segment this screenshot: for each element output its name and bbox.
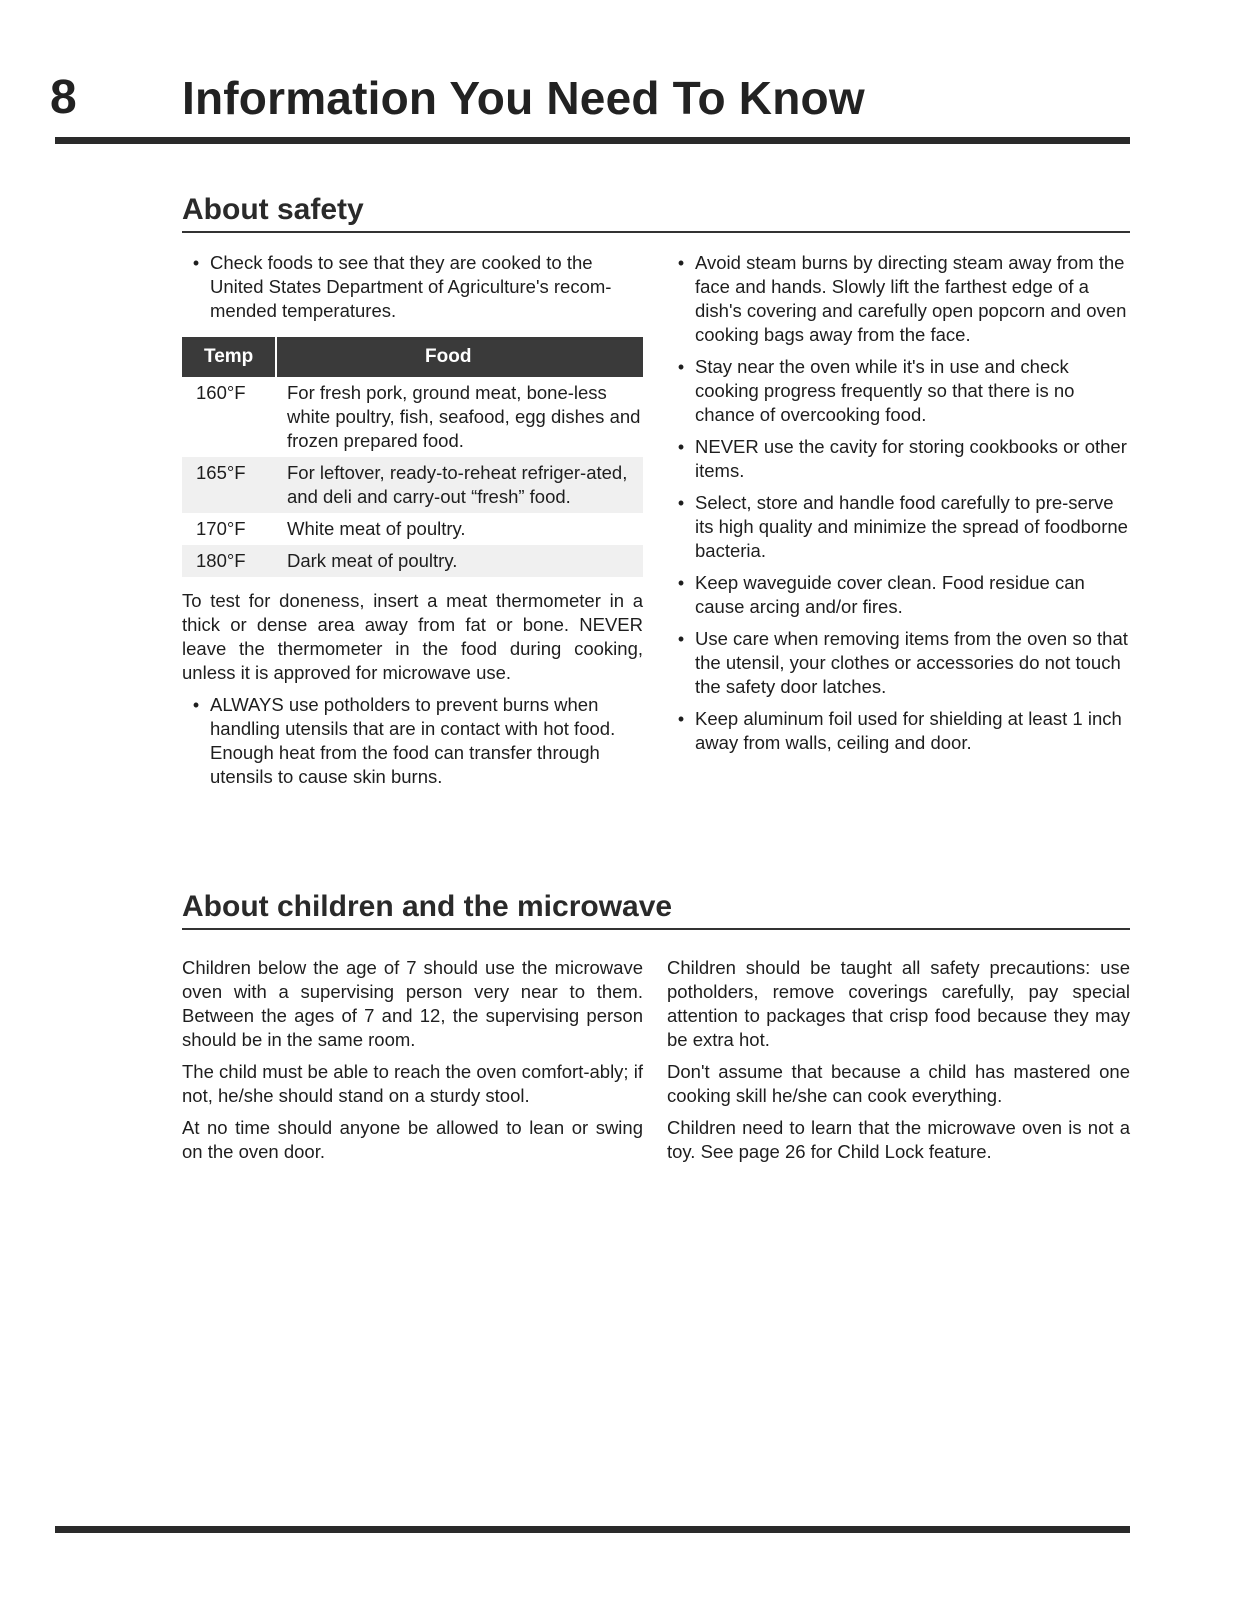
top-rule bbox=[55, 137, 1130, 144]
page-number: 8 bbox=[50, 71, 77, 124]
right-bullet-text: Use care when removing items from the oven so that the utensil, your clothes or accessories do not touch the safety door latches. bbox=[695, 628, 1128, 697]
temperature-table bbox=[182, 337, 643, 577]
table-cell-food: Dark meat of poultry. bbox=[287, 550, 458, 571]
right-bullet bbox=[667, 707, 1130, 755]
right-bullet bbox=[667, 571, 1130, 619]
right-bullet bbox=[667, 251, 1130, 347]
bottom-rule bbox=[55, 1526, 1130, 1533]
table-row bbox=[182, 377, 643, 457]
bullet-dot: • bbox=[677, 709, 685, 729]
table-header bbox=[182, 337, 643, 377]
table-cell-temp: 170°F bbox=[196, 518, 246, 539]
section-rule-safety bbox=[182, 231, 1130, 233]
right-bullet-text: Keep aluminum foil used for shielding at least 1 inch away from walls, ceiling and door. bbox=[695, 708, 1122, 753]
bullet-dot: • bbox=[192, 253, 200, 273]
bullet-dot: • bbox=[192, 695, 200, 715]
right-bullet-text: NEVER use the cavity for storing cookbooks or other items. bbox=[695, 436, 1127, 481]
table-cell-food: White meat of poultry. bbox=[287, 518, 466, 539]
children-paragraph: Don't assume that because a child has mastered one cooking skill he/she can cook everything. bbox=[667, 1061, 1130, 1106]
children-paragraph: Children should be taught all safety precautions: use potholders, remove coverings carefully, pay special attention to packages that crisp food because they may be extra hot. bbox=[667, 957, 1130, 1050]
right-bullet bbox=[667, 435, 1130, 483]
section-heading-children: About children and the microwave bbox=[182, 890, 673, 923]
doneness-paragraph: To test for doneness, insert a meat thermometer in a thick or dense area away from fat or bone. NEVER leave the thermometer in the food during cooking, unless it is approved for microwave use. bbox=[182, 590, 643, 683]
table-header-temp: Temp bbox=[182, 337, 277, 377]
intro-bullet-text: Check foods to see that they are cooked to the United States Department of Agriculture's recom-mended temperatures. bbox=[210, 252, 612, 321]
bullet-dot: • bbox=[677, 437, 685, 457]
children-paragraph: Children below the age of 7 should use the microwave oven with a supervising person very near to them. Between the ages of 7 and 12, the supervising person should be in the same room. bbox=[182, 957, 643, 1050]
table-row bbox=[182, 513, 643, 545]
table-cell-temp: 165°F bbox=[196, 462, 246, 483]
section-rule-children bbox=[182, 928, 1130, 930]
section-heading-safety: About safety bbox=[182, 193, 364, 226]
right-bullet bbox=[667, 355, 1130, 427]
children-right-column bbox=[667, 956, 1130, 1172]
right-bullet-text: Select, store and handle food carefully to pre-serve its high quality and minimize the spread of foodborne bacteria. bbox=[695, 492, 1128, 561]
right-bullet bbox=[667, 627, 1130, 699]
table-row bbox=[182, 457, 643, 513]
right-bullet-text: Keep waveguide cover clean. Food residue can cause arcing and/or fires. bbox=[695, 572, 1085, 617]
table-cell-temp: 160°F bbox=[196, 382, 246, 403]
intro-bullet bbox=[182, 251, 643, 323]
bullet-dot: • bbox=[677, 357, 685, 377]
children-left-column bbox=[182, 956, 643, 1172]
safety-left-column bbox=[182, 251, 643, 797]
safety-right-column bbox=[667, 251, 1130, 763]
table-cell-temp: 180°F bbox=[196, 550, 246, 571]
table-cell-food: For leftover, ready-to-reheat refriger-ated, and deli and carry-out “fresh” food. bbox=[287, 462, 628, 507]
bullet-dot: • bbox=[677, 493, 685, 513]
page-title: Information You Need To Know bbox=[182, 72, 865, 124]
right-bullet-text: Stay near the oven while it's in use and check cooking progress frequently so that there is no chance of overcooking food. bbox=[695, 356, 1075, 425]
bullet-dot: • bbox=[677, 573, 685, 593]
children-paragraph: The child must be able to reach the oven comfort-ably; if not, he/she should stand on a sturdy stool. bbox=[182, 1061, 643, 1106]
table-row bbox=[182, 545, 643, 577]
table-cell-food: For fresh pork, ground meat, bone-less white poultry, fish, seafood, egg dishes and frozen prepared food. bbox=[287, 382, 641, 451]
table-header-food: Food bbox=[425, 346, 472, 367]
bullet-dot: • bbox=[677, 629, 685, 649]
left-bullet-text: ALWAYS use potholders to prevent burns when handling utensils that are in contact with hot food. Enough heat from the food can transfer through utensils to cause skin burns. bbox=[210, 694, 616, 787]
left-bullet bbox=[182, 693, 643, 789]
right-bullet-text: Avoid steam burns by directing steam away from the face and hands. Slowly lift the farthest edge of a dish's covering and carefully open popcorn and oven cooking bags away from the face. bbox=[695, 252, 1127, 345]
children-paragraph: Children need to learn that the microwave oven is not a toy. See page 26 for Child Lock feature. bbox=[667, 1117, 1130, 1162]
right-bullet bbox=[667, 491, 1130, 563]
bullet-dot: • bbox=[677, 253, 685, 273]
children-paragraph: At no time should anyone be allowed to lean or swing on the oven door. bbox=[182, 1117, 643, 1162]
